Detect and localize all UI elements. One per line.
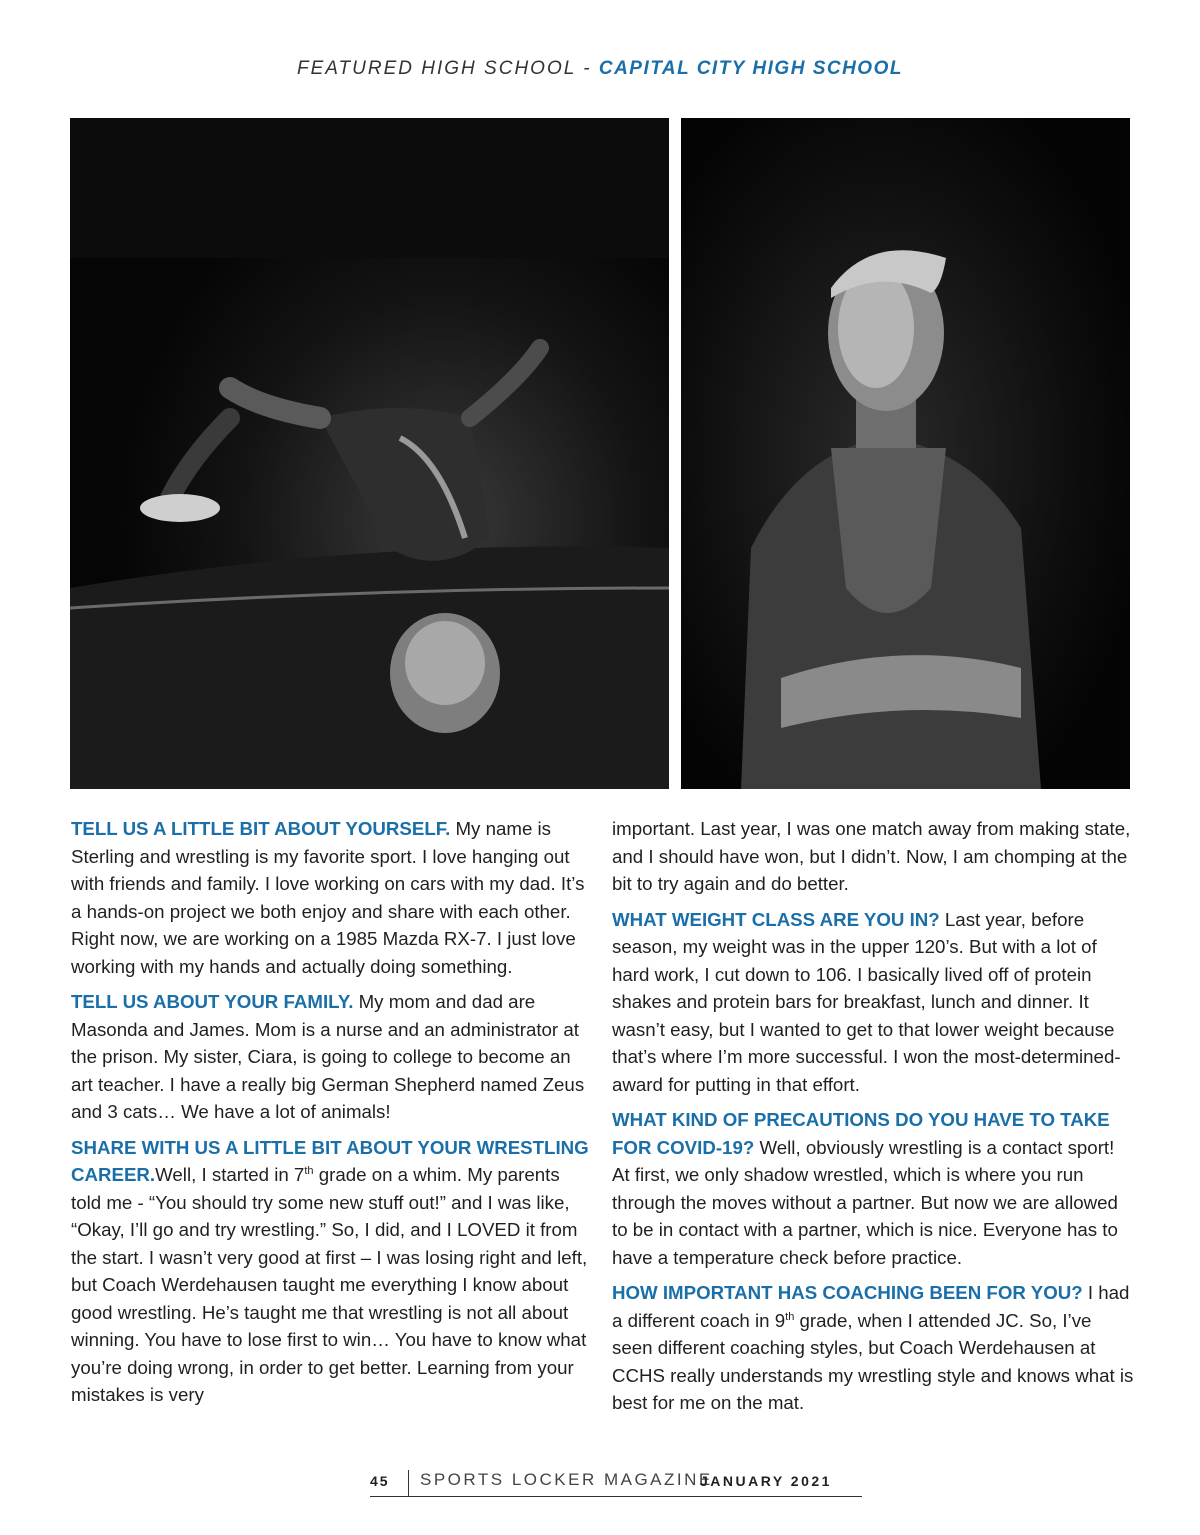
answer-continued — [612, 815, 1134, 898]
question-heading: SHARE WITH US A LITTLE BIT ABOUT YOUR WRESTLING CAREER. — [71, 1136, 589, 1185]
answer-text: My mom and dad are Masonda and James. Mom is a nurse and an administrator at the prison. My sister, Ciara, is going to college to become an art teacher. I have a really big German Shepherd named Zeus and 3 cats… We have a lot of animals! — [71, 991, 585, 1122]
answer-about-yourself — [71, 815, 591, 980]
answer-wrestling-career — [71, 1134, 591, 1409]
ordinal-suffix: th — [785, 1310, 795, 1323]
ordinal-suffix: th — [304, 1164, 314, 1177]
wrestler-portrait-photo — [681, 118, 1130, 789]
question-heading: HOW IMPORTANT HAS COACHING BEEN FOR YOU? — [612, 1282, 1083, 1303]
answer-covid-precautions — [612, 1106, 1134, 1271]
question-heading: TELL US ABOUT YOUR FAMILY. — [71, 991, 354, 1012]
answer-text: grade, when I attended JC. So, I’ve seen different coaching styles, but Coach Werdehausen at CCHS really understands my wrestling style and knows what is best for me on the mat. — [612, 1309, 1134, 1413]
answer-text: Well, obviously wrestling is a contact sport! At first, we only shadow wrestled, which is where you run through the moves without a partner. But now we are allowed to be in contact with a partner, which is nice. Everyone has to have a temperature check before practice. — [612, 1136, 1118, 1268]
answer-coaching — [612, 1279, 1134, 1417]
answer-text: important. Last year, I was one match away from making state, and I should have won, but I didn’t. Now, I am chomping at the bit to try again and do better. — [612, 818, 1131, 894]
answer-weight-class — [612, 906, 1134, 1099]
page-header — [0, 58, 1200, 80]
page-number: 45 — [370, 1473, 390, 1489]
article-column-left — [71, 815, 591, 1417]
header-school-name: CAPITAL CITY HIGH SCHOOL — [598, 58, 903, 79]
magazine-name: SPORTS LOCKER MAGAZINE — [420, 1470, 713, 1489]
question-heading: TELL US A LITTLE BIT ABOUT YOURSELF. — [71, 818, 451, 839]
page-footer — [370, 1470, 862, 1497]
answer-text: grade on a whim. My parents told me - “You should try some new stuff out!” and I was like, “Okay, I’ll go and try wrestling.” So, I did, and I LOVED it from the start. I wasn’t very good at first – I was losing right and left, but Coach Werdehausen taught me everything I know about good wrestling. He’s taught me that wrestling is not all about winning. You have to lose first to win… You have to know what you’re doing wrong, in order to get better. Learning from your mistakes is very — [71, 1164, 588, 1405]
header-section-label: FEATURED HIGH SCHOOL - — [297, 58, 599, 79]
answer-text: I had a different coach in 9 — [612, 1282, 1130, 1331]
article-column-right — [612, 815, 1134, 1425]
question-heading: WHAT KIND OF PRECAUTIONS DO YOU HAVE TO TAKE FOR COVID-19? — [612, 1109, 1110, 1158]
footer-divider — [408, 1470, 409, 1496]
answer-text: Well, I started in 7 — [155, 1164, 305, 1185]
answer-family — [71, 988, 591, 1126]
issue-date: JANUARY 2021 — [700, 1473, 832, 1489]
wrestler-on-mat-photo — [70, 118, 669, 789]
question-heading: WHAT WEIGHT CLASS ARE YOU IN? — [612, 908, 940, 930]
answer-text: Last year, before season, my weight was in the upper 120’s. But with a lot of hard work, I cut down to 106. I basically lived off of protein shakes and protein bars for breakfast, lunch and dinner. It wasn’t easy, but I wanted to get to that lower weight because that’s where I’m more successful. I won the most-determined-award for putting in that effort. — [612, 908, 1121, 1095]
answer-text: My name is Sterling and wrestling is my favorite sport. I love hanging out with friends and family. I love working on cars with my dad. It’s a hands-on project we both enjoy and share with each other. Right now, we are working on a 1985 Mazda RX-7. I just love working with my hands and actually doing something. — [71, 818, 585, 977]
